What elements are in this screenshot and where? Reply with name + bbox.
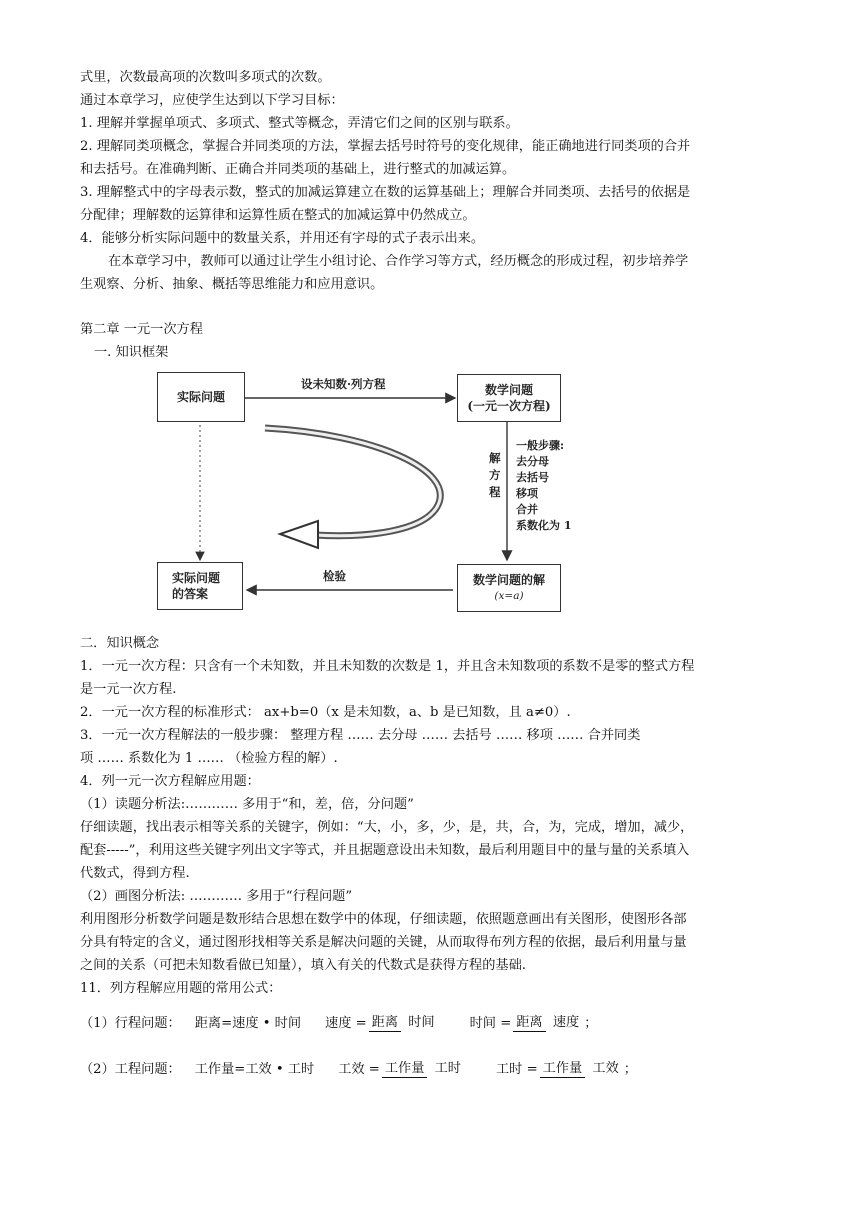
text-line: 和去括号。在准确判断、正确合并同类项的基础上，进行整式的加减运算。 bbox=[80, 162, 516, 177]
text-line: 通过本章学习，应使学生达到以下学习目标： bbox=[80, 93, 344, 108]
label-set-unknown: 设未知数·列方程 bbox=[301, 377, 386, 391]
concepts-section bbox=[80, 632, 780, 1092]
formula-row-work: （2）工程问题： 工作量=工效 • 工时 工效 = 工作量 工时 工时 = 工作量 工效 ； bbox=[80, 1061, 637, 1077]
text-line: 项 …… 系数化为 1 …… （检验方程的解）. bbox=[80, 751, 338, 766]
curved-arrow-head bbox=[280, 521, 318, 548]
text-line: 3．一元一次方程解法的一般步骤： 整理方程 …… 去分母 …… 去括号 …… 移项 …… 合并同类 bbox=[80, 728, 641, 743]
text-line: 之间的关系（可把未知数看做已知量），填入有关的代数式是获得方程的基础. bbox=[80, 958, 526, 973]
text-line: 4．列一元一次方程解应用题： bbox=[80, 774, 260, 789]
knowledge-framework-diagram bbox=[155, 360, 585, 615]
text-line: 代数式，得到方程. bbox=[80, 866, 190, 881]
text-line: 1. 理解并掌握单项式、多项式、整式等概念，弄清它们之间的区别与联系。 bbox=[80, 116, 519, 131]
label-check: 检验 bbox=[323, 569, 346, 583]
text-line: 2. 理解同类项概念，掌握合并同类项的方法，掌握去括号时符号的变化规律，能正确地进行同类项的合并 bbox=[80, 139, 691, 154]
text-line: 11．列方程解应用题的常用公式： bbox=[80, 981, 282, 996]
general-steps-list: 一般步骤: 去分母 去括号 移项 合并 系数化为 1 bbox=[516, 439, 572, 532]
chapter-title: 第二章 一元一次方程 bbox=[80, 322, 203, 337]
box-real-answer: 实际问题 的答案 bbox=[157, 562, 243, 610]
label-solve-equation: 解 方 程 bbox=[489, 451, 501, 499]
text-line: 生观察、分析、抽象、概括等思维能力和应用意识。 bbox=[80, 277, 384, 292]
text-line: 2．一元一次方程的标准形式： ax+b=0（x 是未知数，a、b 是已知数，且 a≠0）. bbox=[80, 705, 571, 720]
text-line: 仔细读题，找出表示相等关系的关键字，例如：“大，小，多，少，是，共，合，为，完成，增加，减少， bbox=[80, 820, 694, 835]
box-math-problem: 数学问题 (一元一次方程) bbox=[457, 374, 561, 422]
fraction-speed: 距离 时间 bbox=[369, 1014, 438, 1032]
text-line: （2）画图分析法: ………… 多用于“行程问题” bbox=[80, 889, 353, 904]
box-real-problem: 实际问题 bbox=[157, 372, 245, 422]
text-line: 4．能够分析实际问题中的数量关系，并用还有字母的式子表示出来。 bbox=[80, 231, 485, 246]
curved-arrow-highlight bbox=[265, 428, 440, 536]
text-line: 1．一元一次方程：只含有一个未知数，并且未知数的次数是 1，并且含未知数项的系数不是零的整式方程 bbox=[80, 659, 695, 674]
section-heading: 二．知识概念 bbox=[80, 636, 160, 651]
text-line: 式里，次数最高项的次数叫多项式的次数。 bbox=[80, 70, 331, 85]
text-line: 分配律；理解数的运算律和运算性质在整式的加减运算中仍然成立。 bbox=[80, 208, 476, 223]
formula-row-travel: （1）行程问题： 距离=速度 • 时间 速度 = 距离 时间 时间 = 距离 速度 ； bbox=[80, 1015, 598, 1031]
fraction-efficiency: 工作量 工时 bbox=[382, 1060, 464, 1078]
document-page bbox=[80, 66, 780, 364]
text-line: 分具有特定的含义，通过图形找相等关系是解决问题的关键，从而取得布列方程的依据，最后利用量与量 bbox=[80, 935, 687, 950]
text-line: （1）读题分析法:………… 多用于“和，差，倍，分问题” bbox=[80, 797, 414, 812]
text-line: 在本章学习中，教师可以通过让学生小组讨论、合作学习等方式，经历概念的形成过程，初步培养学 bbox=[108, 254, 689, 269]
curved-arrow-body bbox=[265, 428, 440, 536]
fraction-time: 距离 速度 bbox=[513, 1014, 582, 1032]
box-math-solution: 数学问题的解 (x=a) bbox=[457, 564, 561, 612]
fraction-work-time: 工作量 工效 bbox=[540, 1060, 622, 1078]
text-line: 配套-----”，利用这些关键字列出文字等式，并且据题意设出未知数，最后利用题目中的量与量的关系填入 bbox=[80, 843, 690, 858]
text-line: 是一元一次方程. bbox=[80, 682, 177, 697]
section-heading: 一. 知识框架 bbox=[94, 345, 169, 360]
text-line: 利用图形分析数学问题是数形结合思想在数学中的体现，仔细读题，依照题意画出有关图形，使图形各部 bbox=[80, 912, 687, 927]
text-line: 3. 理解整式中的字母表示数，整式的加减运算建立在数的运算基础上；理解合并同类项、去括号的依据是 bbox=[80, 185, 691, 200]
